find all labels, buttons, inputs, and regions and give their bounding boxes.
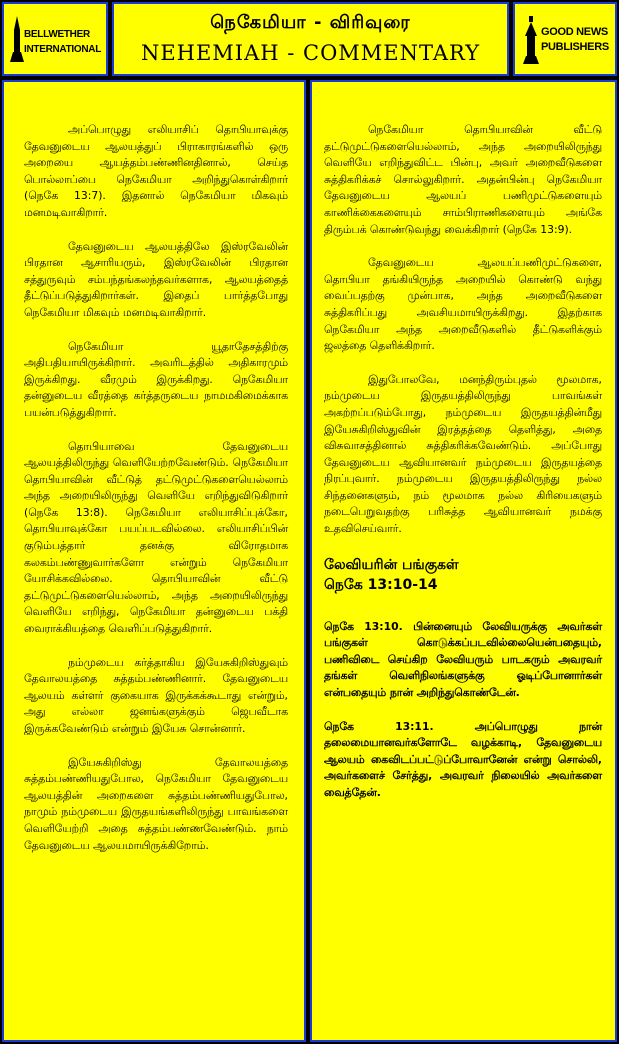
left-column	[2, 80, 306, 1042]
left-paragraph-3: நெகேமியா யூதாதேசத்திற்கு அதிபதியாயிருக்கிறார். அவரிடத்தில் அதிகாரமும் இருக்கிறது. வீரமும் இருக்கிறது. நெகேமியா தன்னுடைய வீரத்தை கர்த்தருடைய நாமமகிமைக்காக பயன்படுத்துகிறார்.	[24, 339, 288, 419]
bellwether-line1: BELLWETHER	[24, 29, 90, 40]
left-paragraph-5: நம்முடைய கர்த்தாகிய இயேசுகிறிஸ்துவும் தேவாலயத்தை சுத்தம்பண்ணினார். தேவனுடைய ஆலயம் கள்ளர் குகையாக இருக்கக்கூடாது என்றும், அது எல்லா ஜனங்களுக்கும் ஜெபவீடாக இருக்கவேண்டும் என்றும் இயேசு சொன்னார்.	[24, 655, 288, 735]
section-heading-ref: நெகே 13:10-14	[324, 576, 438, 593]
good-news-icon	[523, 16, 539, 64]
good-news-line1: GOOD NEWS	[541, 26, 608, 38]
left-paragraph-1: அப்பொழுது எலியாசிப் தொபியாவுக்கு தேவனுடைய ஆலயத்துப் பிராகாரங்களில் ஒரு அறையை ஆயத்தம்பண்ணினதினால், செய்த பொல்லாப்பை நெகேமியா அறிந்துகொள்கிறார் (நெகே 13:7). இதனால் நெகேமியா மிகவும் மனமடிவாகிறார்.	[24, 123, 288, 219]
right-paragraph-3: இதுபோலவே, மனந்திரும்புதல் மூலமாக, நம்முடைய இருதயத்திலிருந்து பாவங்கள் அகற்றப்படும்போது, நம்முடைய இருதயத்தின்மீது இயேசுகிறிஸ்துவின் இரத்தத்தை தெளித்து, அதை விசுவாசத்தினால் சுத்திகரிக்கவேண்டும். அப்போது தேவனுடைய ஆவியானவர் நம்முடைய இருதயத்தை நிரப்புவார். நம்முடைய இருதயத்திலிருந்து நல்ல சிந்தனைகளும், நம் மூலமாக நல்ல கிரியைகளும் நடைபெறுவதற்கு பரிசுத்த ஆவியானவர் நமக்கு உதவிசெய்வார்.	[324, 372, 602, 536]
good-news-logo	[513, 2, 617, 76]
right-paragraph-1: நெகேமியா தொபியாவின் வீட்டு தட்டுமுட்டுகளையெல்லாம், அந்த அறையிலிருந்து வெளியே எறிந்துவிட்ட பின்பு, அவர் அறைவீடுகளை சுத்திகரிக்கச் சொல்லுகிறார். அதன்பின்பு நெகேமியா தேவனுடைய ஆலயப் பணிமுட்டுகளையும் காணிக்கைகளையும் சாம்பிராணிகளையும் அங்கே திரும்பக் கொண்டுவந்து வைக்கிறார் (நெகே 13:9).	[324, 123, 602, 236]
left-paragraph-2: தேவனுடைய ஆலயத்திலே இஸ்ரவேலின் பிரதான ஆசாரியரும், இஸ்ரவேலின் பிரதான சத்துருவும் சம்பந்தங்கலந்தவர்களாக, ஆலயத்தைத் தீட்டுப்படுத்துகிறார்கள். இதைப் பார்த்தபோது நெகேமியா மிகவும் மனமடிவாகிறார்.	[24, 239, 288, 319]
right-column	[310, 80, 617, 1042]
verse-13-11: நெகே 13:11. அப்பொழுது நான் தலைமையானவர்களோடே வழக்காடி, தேவனுடைய ஆலயம் கைவிடப்பட்டுப்போவானேன் என்று சொல்லி, அவர்களைச் சேர்த்து, அவரவர் நிலையில் அவர்களை வைத்தேன்.	[324, 719, 602, 799]
left-paragraph-4: தொபியாவை தேவனுடைய ஆலயத்திலிருந்து வெளியேற்றவேண்டும். நெகேமியா தொபியாவின் வீட்டுத் தட்டுமுட்டுகளையெல்லாம் அந்த அறையிலிருந்து வெளியே எறிந்துவிடுகிறார் (நெகே 13:8). நெகேமியா எலியாசிப்புக்கோ, தொபியாவுக்கோ பயப்படவில்லை. எலியாசிப்பின் குடும்பத்தார் தனக்கு விரோதமாக கலகம்பண்ணுவார்களோ என்றும் நெகேமியா யோசிக்கவில்லை. தொபியாவின் வீட்டு தட்டுமுட்டுகளையெல்லாம், அந்த அறையிலிருந்து வெளியே எறிந்து, நெகேமியா தன்னுடைய பக்தி வைராக்கியத்தை வெளிப்படுத்துகிறார்.	[24, 439, 288, 636]
good-news-line2: PUBLISHERS	[541, 41, 609, 53]
section-heading	[324, 555, 602, 595]
title-banner	[112, 2, 509, 76]
title-english: NEHEMIAH - COMMENTARY	[140, 41, 481, 65]
title-tamil: நெகேமியா - விரிவுரை	[210, 12, 411, 33]
bellwether-icon	[10, 16, 24, 62]
section-heading-title: லேவியரின் பங்குகள்	[324, 556, 459, 573]
left-paragraph-6: இயேசுகிறிஸ்து தேவாலயத்தை சுத்தம்பண்ணியதுபோல, நெகேமியா தேவனுடைய ஆலயத்தின் அறைகளை சுத்தம்பண்ணியதுபோல, நாமும் நம்முடைய இருதயங்களிலிருந்து பாவங்களை வெளியேற்றி அதை சுத்தம்பண்ணவேண்டும். நாம் தேவனுடைய ஆலயமாயிருக்கிறோம்.	[24, 755, 288, 852]
right-paragraph-2: தேவனுடைய ஆலயப்பணிமுட்டுகளை, தொபியா தங்கியிருந்த அறையில் கொண்டு வந்து வைப்பதற்கு முன்பாக, அந்த அறைவீடுகளை சுத்திகரிப்பது அவசியமாயிருக்கிறது. இதற்காக நெகேமியா அந்த அறைவீடுகளில் தீட்டுகளிக்கும் ஜலத்தை தெளிக்கிறார்.	[324, 256, 602, 353]
verse-13-10: நெகே 13:10. பின்னையும் லேவியருக்கு அவர்கள் பங்குகள் கொடுக்கப்படவில்லையென்பதையும், பணிவிடை செய்கிற லேவியரும் பாடகரும் அவரவர் தங்கள் வெளிநிலங்களுக்கு ஓடிப்போனார்கள் என்பதையும் நான் அறிந்துகொண்டேன்.	[324, 619, 602, 700]
bellwether-logo	[2, 2, 108, 76]
bellwether-line2: INTERNATIONAL	[24, 44, 102, 55]
